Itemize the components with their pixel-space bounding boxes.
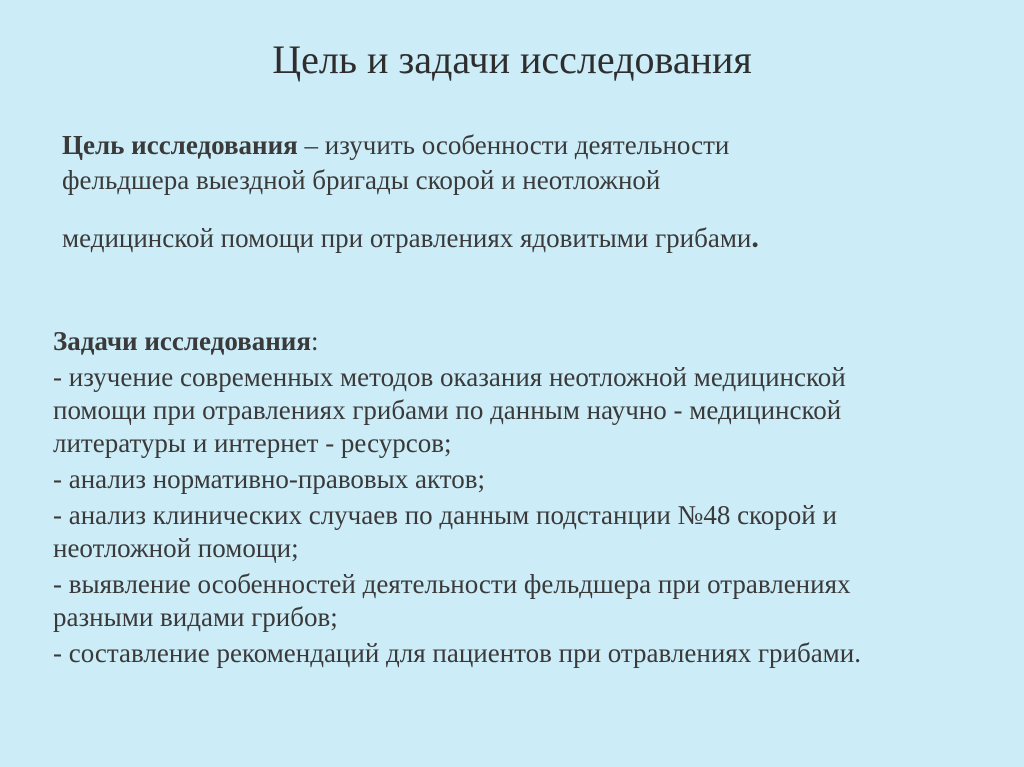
task-item-line: - анализ клинических случаев по данным подстанции №48 скорой и bbox=[53, 500, 837, 530]
task-item-line: неотложной помощи; bbox=[53, 533, 299, 563]
goal-label: Цель исследования bbox=[62, 130, 298, 160]
task-item-line: - анализ нормативно-правовых актов; bbox=[53, 464, 485, 494]
goal-line-3 bbox=[62, 220, 962, 256]
task-item bbox=[53, 361, 983, 460]
goal-line-1 bbox=[62, 128, 962, 163]
task-item-line: литературы и интернет - ресурсов; bbox=[53, 428, 452, 458]
tasks-label-suffix: : bbox=[310, 326, 319, 356]
tasks-label: Задачи исследования bbox=[53, 326, 311, 356]
goal-block bbox=[62, 128, 962, 256]
goal-line-1-text: – изучить особенности деятельности bbox=[297, 130, 730, 160]
task-item bbox=[53, 499, 983, 565]
task-item-line: - выявление особенностей деятельности фельдшера при отравлениях bbox=[53, 569, 851, 599]
tasks-heading bbox=[53, 325, 983, 358]
task-item-line: разными видами грибов; bbox=[53, 602, 338, 632]
goal-line-3-text: медицинской помощи при отравлениях ядовитыми грибами bbox=[62, 223, 752, 253]
tasks-block bbox=[53, 325, 983, 673]
goal-line-2: фельдшера выездной бригады скорой и неотложной bbox=[62, 165, 661, 195]
task-item-line: помощи при отравлениях грибами по данным научно - медицинской bbox=[53, 395, 842, 425]
task-item-line: - составление рекомендаций для пациентов при отравлениях грибами. bbox=[53, 638, 861, 668]
slide-title: Цель и задачи исследования bbox=[272, 37, 752, 82]
task-item bbox=[53, 637, 983, 670]
task-item bbox=[53, 463, 983, 496]
task-item-line: - изучение современных методов оказания неотложной медицинской bbox=[53, 362, 846, 392]
task-item bbox=[53, 568, 983, 634]
goal-period: . bbox=[751, 221, 759, 254]
